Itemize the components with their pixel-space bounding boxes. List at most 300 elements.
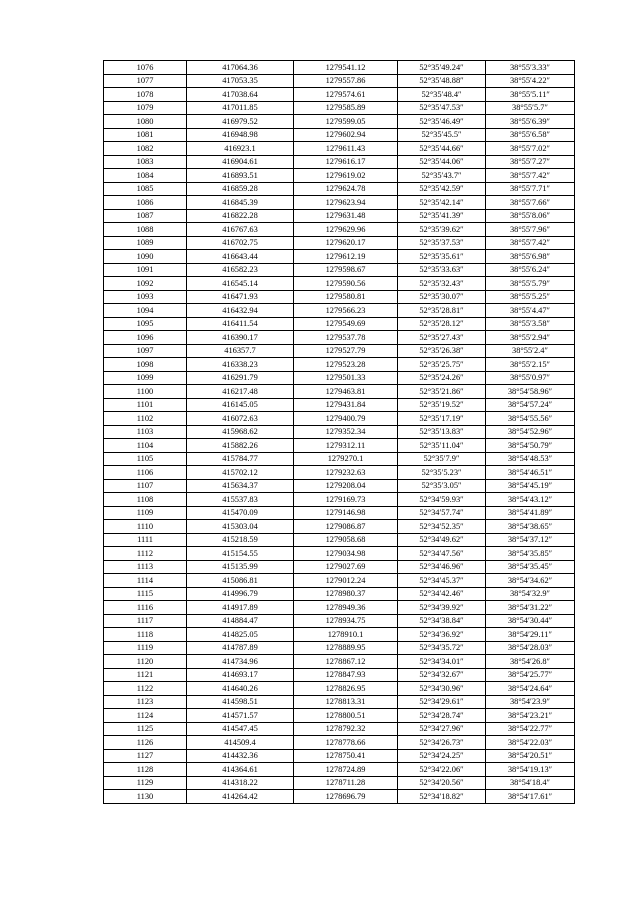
x-coordinate-cell: 417064.36 xyxy=(187,61,294,75)
y-coordinate-cell: 1279616.17 xyxy=(294,155,398,169)
longitude-cell: 38°54′57.24″ xyxy=(486,398,575,412)
y-coordinate-cell: 1279598.67 xyxy=(294,263,398,277)
x-coordinate-cell: 416923.1 xyxy=(187,142,294,156)
longitude-cell: 38°54′48.53″ xyxy=(486,452,575,466)
y-coordinate-cell: 1278847.93 xyxy=(294,668,398,682)
table-row xyxy=(104,722,575,736)
longitude-cell: 38°54′58.96″ xyxy=(486,385,575,399)
latitude-cell: 52°35′33.63″ xyxy=(398,263,486,277)
latitude-cell: 52°34′22.06″ xyxy=(398,763,486,777)
longitude-cell: 38°55′3.58″ xyxy=(486,317,575,331)
longitude-cell: 38°54′20.51″ xyxy=(486,749,575,763)
longitude-cell: 38°54′28.03″ xyxy=(486,641,575,655)
longitude-cell: 38°54′31.22″ xyxy=(486,601,575,615)
x-coordinate-cell: 414364.61 xyxy=(187,763,294,777)
y-coordinate-cell: 1278778.66 xyxy=(294,736,398,750)
longitude-cell: 38°55′7.27″ xyxy=(486,155,575,169)
latitude-cell: 52°35′35.61″ xyxy=(398,250,486,264)
y-coordinate-cell: 1278750.41 xyxy=(294,749,398,763)
y-coordinate-cell: 1279537.78 xyxy=(294,331,398,345)
y-coordinate-cell: 1279034.98 xyxy=(294,547,398,561)
point-number-cell: 1113 xyxy=(104,560,187,574)
point-number-cell: 1086 xyxy=(104,196,187,210)
x-coordinate-cell: 416217.48 xyxy=(187,385,294,399)
point-number-cell: 1079 xyxy=(104,101,187,115)
longitude-cell: 38°54′24.64″ xyxy=(486,682,575,696)
point-number-cell: 1102 xyxy=(104,412,187,426)
y-coordinate-cell: 1279058.68 xyxy=(294,533,398,547)
y-coordinate-cell: 1279232.63 xyxy=(294,466,398,480)
y-coordinate-cell: 1279431.84 xyxy=(294,398,398,412)
x-coordinate-cell: 416767.63 xyxy=(187,223,294,237)
longitude-cell: 38°54′43.12″ xyxy=(486,493,575,507)
latitude-cell: 52°35′39.62″ xyxy=(398,223,486,237)
point-number-cell: 1104 xyxy=(104,439,187,453)
table-row xyxy=(104,155,575,169)
point-number-cell: 1089 xyxy=(104,236,187,250)
point-number-cell: 1120 xyxy=(104,655,187,669)
x-coordinate-cell: 416948.98 xyxy=(187,128,294,142)
y-coordinate-cell: 1278889.95 xyxy=(294,641,398,655)
longitude-cell: 38°54′30.44″ xyxy=(486,614,575,628)
latitude-cell: 52°35′24.26″ xyxy=(398,371,486,385)
point-number-cell: 1110 xyxy=(104,520,187,534)
point-number-cell: 1105 xyxy=(104,452,187,466)
table-row xyxy=(104,452,575,466)
table-row xyxy=(104,61,575,75)
table-row xyxy=(104,236,575,250)
table-row xyxy=(104,574,575,588)
longitude-cell: 38°55′7.96″ xyxy=(486,223,575,237)
point-number-cell: 1091 xyxy=(104,263,187,277)
latitude-cell: 52°34′32.67″ xyxy=(398,668,486,682)
y-coordinate-cell: 1279611.43 xyxy=(294,142,398,156)
x-coordinate-cell: 415303.04 xyxy=(187,520,294,534)
latitude-cell: 52°34′52.35″ xyxy=(398,520,486,534)
y-coordinate-cell: 1278934.75 xyxy=(294,614,398,628)
table-row xyxy=(104,250,575,264)
table-row xyxy=(104,142,575,156)
x-coordinate-cell: 415154.55 xyxy=(187,547,294,561)
point-number-cell: 1103 xyxy=(104,425,187,439)
latitude-cell: 52°34′28.74″ xyxy=(398,709,486,723)
y-coordinate-cell: 1279631.48 xyxy=(294,209,398,223)
longitude-cell: 38°55′2.4″ xyxy=(486,344,575,358)
x-coordinate-cell: 416145.05 xyxy=(187,398,294,412)
table-row xyxy=(104,763,575,777)
table-row xyxy=(104,412,575,426)
x-coordinate-cell: 416643.44 xyxy=(187,250,294,264)
table-row xyxy=(104,560,575,574)
longitude-cell: 38°54′29.11″ xyxy=(486,628,575,642)
point-number-cell: 1096 xyxy=(104,331,187,345)
longitude-cell: 38°55′6.98″ xyxy=(486,250,575,264)
x-coordinate-cell: 414787.89 xyxy=(187,641,294,655)
x-coordinate-cell: 417053.35 xyxy=(187,74,294,88)
point-number-cell: 1116 xyxy=(104,601,187,615)
x-coordinate-cell: 414884.47 xyxy=(187,614,294,628)
latitude-cell: 52°34′34.01″ xyxy=(398,655,486,669)
table-row xyxy=(104,115,575,129)
latitude-cell: 52°35′42.59″ xyxy=(398,182,486,196)
longitude-cell: 38°55′4.22″ xyxy=(486,74,575,88)
longitude-cell: 38°54′22.03″ xyxy=(486,736,575,750)
y-coordinate-cell: 1279549.69 xyxy=(294,317,398,331)
x-coordinate-cell: 414996.79 xyxy=(187,587,294,601)
table-row xyxy=(104,398,575,412)
latitude-cell: 52°35′28.81″ xyxy=(398,304,486,318)
point-number-cell: 1129 xyxy=(104,776,187,790)
table-row xyxy=(104,533,575,547)
x-coordinate-cell: 414318.22 xyxy=(187,776,294,790)
point-number-cell: 1114 xyxy=(104,574,187,588)
table-row xyxy=(104,466,575,480)
point-number-cell: 1100 xyxy=(104,385,187,399)
x-coordinate-cell: 415135.99 xyxy=(187,560,294,574)
latitude-cell: 52°35′3.05″ xyxy=(398,479,486,493)
longitude-cell: 38°54′22.77″ xyxy=(486,722,575,736)
longitude-cell: 38°54′18.4″ xyxy=(486,776,575,790)
table-row xyxy=(104,439,575,453)
table-row xyxy=(104,358,575,372)
y-coordinate-cell: 1279629.96 xyxy=(294,223,398,237)
point-number-cell: 1118 xyxy=(104,628,187,642)
point-number-cell: 1107 xyxy=(104,479,187,493)
y-coordinate-cell: 1279086.87 xyxy=(294,520,398,534)
y-coordinate-cell: 1279400.79 xyxy=(294,412,398,426)
x-coordinate-cell: 414432.36 xyxy=(187,749,294,763)
longitude-cell: 38°54′23.21″ xyxy=(486,709,575,723)
y-coordinate-cell: 1279602.94 xyxy=(294,128,398,142)
latitude-cell: 52°34′39.92″ xyxy=(398,601,486,615)
x-coordinate-cell: 414693.17 xyxy=(187,668,294,682)
y-coordinate-cell: 1278724.89 xyxy=(294,763,398,777)
table-row xyxy=(104,196,575,210)
latitude-cell: 52°34′30.96″ xyxy=(398,682,486,696)
point-number-cell: 1088 xyxy=(104,223,187,237)
latitude-cell: 52°35′30.07″ xyxy=(398,290,486,304)
point-number-cell: 1130 xyxy=(104,790,187,804)
x-coordinate-cell: 414640.26 xyxy=(187,682,294,696)
x-coordinate-cell: 416432.94 xyxy=(187,304,294,318)
x-coordinate-cell: 416291.79 xyxy=(187,371,294,385)
point-number-cell: 1117 xyxy=(104,614,187,628)
y-coordinate-cell: 1279619.02 xyxy=(294,169,398,183)
longitude-cell: 38°55′4.47″ xyxy=(486,304,575,318)
coordinate-table xyxy=(103,60,575,804)
x-coordinate-cell: 416979.52 xyxy=(187,115,294,129)
longitude-cell: 38°55′5.25″ xyxy=(486,290,575,304)
x-coordinate-cell: 416471.93 xyxy=(187,290,294,304)
y-coordinate-cell: 1279585.89 xyxy=(294,101,398,115)
y-coordinate-cell: 1279599.05 xyxy=(294,115,398,129)
latitude-cell: 52°34′57.74″ xyxy=(398,506,486,520)
latitude-cell: 52°34′38.84″ xyxy=(398,614,486,628)
longitude-cell: 38°55′0.97″ xyxy=(486,371,575,385)
longitude-cell: 38°55′5.7″ xyxy=(486,101,575,115)
point-number-cell: 1080 xyxy=(104,115,187,129)
point-number-cell: 1084 xyxy=(104,169,187,183)
longitude-cell: 38°55′8.06″ xyxy=(486,209,575,223)
x-coordinate-cell: 415784.77 xyxy=(187,452,294,466)
latitude-cell: 52°34′47.56″ xyxy=(398,547,486,561)
point-number-cell: 1098 xyxy=(104,358,187,372)
table-row xyxy=(104,385,575,399)
y-coordinate-cell: 1278867.12 xyxy=(294,655,398,669)
longitude-cell: 38°54′35.85″ xyxy=(486,547,575,561)
x-coordinate-cell: 415537.83 xyxy=(187,493,294,507)
x-coordinate-cell: 414571.57 xyxy=(187,709,294,723)
y-coordinate-cell: 1279312.11 xyxy=(294,439,398,453)
point-number-cell: 1094 xyxy=(104,304,187,318)
point-number-cell: 1112 xyxy=(104,547,187,561)
y-coordinate-cell: 1279146.98 xyxy=(294,506,398,520)
y-coordinate-cell: 1278949.36 xyxy=(294,601,398,615)
y-coordinate-cell: 1278792.32 xyxy=(294,722,398,736)
x-coordinate-cell: 416893.51 xyxy=(187,169,294,183)
x-coordinate-cell: 416072.63 xyxy=(187,412,294,426)
table-row xyxy=(104,182,575,196)
y-coordinate-cell: 1279270.1 xyxy=(294,452,398,466)
table-row xyxy=(104,223,575,237)
latitude-cell: 52°34′35.72″ xyxy=(398,641,486,655)
longitude-cell: 38°54′34.62″ xyxy=(486,574,575,588)
table-row xyxy=(104,749,575,763)
y-coordinate-cell: 1279352.34 xyxy=(294,425,398,439)
point-number-cell: 1095 xyxy=(104,317,187,331)
x-coordinate-cell: 416545.14 xyxy=(187,277,294,291)
table-row xyxy=(104,344,575,358)
longitude-cell: 38°55′7.42″ xyxy=(486,236,575,250)
point-number-cell: 1121 xyxy=(104,668,187,682)
table-row xyxy=(104,547,575,561)
x-coordinate-cell: 414547.45 xyxy=(187,722,294,736)
y-coordinate-cell: 1279208.04 xyxy=(294,479,398,493)
point-number-cell: 1127 xyxy=(104,749,187,763)
x-coordinate-cell: 416822.28 xyxy=(187,209,294,223)
point-number-cell: 1099 xyxy=(104,371,187,385)
table-row xyxy=(104,74,575,88)
point-number-cell: 1106 xyxy=(104,466,187,480)
table-row xyxy=(104,209,575,223)
latitude-cell: 52°35′26.38″ xyxy=(398,344,486,358)
point-number-cell: 1124 xyxy=(104,709,187,723)
x-coordinate-cell: 416582.23 xyxy=(187,263,294,277)
x-coordinate-cell: 415218.59 xyxy=(187,533,294,547)
latitude-cell: 52°34′42.46″ xyxy=(398,587,486,601)
table-row xyxy=(104,263,575,277)
x-coordinate-cell: 414509.4 xyxy=(187,736,294,750)
y-coordinate-cell: 1279623.94 xyxy=(294,196,398,210)
table-row xyxy=(104,668,575,682)
point-number-cell: 1101 xyxy=(104,398,187,412)
table-row xyxy=(104,506,575,520)
table-row xyxy=(104,169,575,183)
latitude-cell: 52°35′17.19″ xyxy=(398,412,486,426)
x-coordinate-cell: 415470.09 xyxy=(187,506,294,520)
y-coordinate-cell: 1278910.1 xyxy=(294,628,398,642)
table-row xyxy=(104,641,575,655)
x-coordinate-cell: 414598.51 xyxy=(187,695,294,709)
x-coordinate-cell: 415968.62 xyxy=(187,425,294,439)
point-number-cell: 1083 xyxy=(104,155,187,169)
latitude-cell: 52°35′45.5″ xyxy=(398,128,486,142)
point-number-cell: 1090 xyxy=(104,250,187,264)
longitude-cell: 38°55′5.79″ xyxy=(486,277,575,291)
point-number-cell: 1092 xyxy=(104,277,187,291)
point-number-cell: 1122 xyxy=(104,682,187,696)
latitude-cell: 52°34′24.25″ xyxy=(398,749,486,763)
latitude-cell: 52°35′48.88″ xyxy=(398,74,486,88)
longitude-cell: 38°55′7.71″ xyxy=(486,182,575,196)
x-coordinate-cell: 416390.17 xyxy=(187,331,294,345)
point-number-cell: 1097 xyxy=(104,344,187,358)
x-coordinate-cell: 416338.23 xyxy=(187,358,294,372)
table-row xyxy=(104,371,575,385)
x-coordinate-cell: 416859.28 xyxy=(187,182,294,196)
y-coordinate-cell: 1279541.12 xyxy=(294,61,398,75)
longitude-cell: 38°55′5.11″ xyxy=(486,88,575,102)
y-coordinate-cell: 1278826.95 xyxy=(294,682,398,696)
point-number-cell: 1108 xyxy=(104,493,187,507)
x-coordinate-cell: 414264.42 xyxy=(187,790,294,804)
latitude-cell: 52°35′32.43″ xyxy=(398,277,486,291)
latitude-cell: 52°34′20.56″ xyxy=(398,776,486,790)
latitude-cell: 52°35′49.24″ xyxy=(398,61,486,75)
y-coordinate-cell: 1278980.37 xyxy=(294,587,398,601)
x-coordinate-cell: 414734.96 xyxy=(187,655,294,669)
table-row xyxy=(104,709,575,723)
longitude-cell: 38°55′3.33″ xyxy=(486,61,575,75)
point-number-cell: 1125 xyxy=(104,722,187,736)
latitude-cell: 52°35′19.52″ xyxy=(398,398,486,412)
latitude-cell: 52°35′44.06″ xyxy=(398,155,486,169)
latitude-cell: 52°35′43.7″ xyxy=(398,169,486,183)
x-coordinate-cell: 417011.85 xyxy=(187,101,294,115)
y-coordinate-cell: 1279612.19 xyxy=(294,250,398,264)
x-coordinate-cell: 415882.26 xyxy=(187,439,294,453)
x-coordinate-cell: 414917.89 xyxy=(187,601,294,615)
y-coordinate-cell: 1278800.51 xyxy=(294,709,398,723)
longitude-cell: 38°54′55.56″ xyxy=(486,412,575,426)
table-row xyxy=(104,493,575,507)
table-row xyxy=(104,425,575,439)
x-coordinate-cell: 415702.12 xyxy=(187,466,294,480)
table-row xyxy=(104,88,575,102)
x-coordinate-cell: 417038.64 xyxy=(187,88,294,102)
point-number-cell: 1081 xyxy=(104,128,187,142)
point-number-cell: 1126 xyxy=(104,736,187,750)
table-row xyxy=(104,331,575,345)
table-row xyxy=(104,304,575,318)
longitude-cell: 38°54′38.65″ xyxy=(486,520,575,534)
y-coordinate-cell: 1279620.17 xyxy=(294,236,398,250)
latitude-cell: 52°35′46.49″ xyxy=(398,115,486,129)
x-coordinate-cell: 414825.05 xyxy=(187,628,294,642)
y-coordinate-cell: 1278813.31 xyxy=(294,695,398,709)
y-coordinate-cell: 1278711.28 xyxy=(294,776,398,790)
point-number-cell: 1093 xyxy=(104,290,187,304)
x-coordinate-cell: 416411.54 xyxy=(187,317,294,331)
y-coordinate-cell: 1279574.61 xyxy=(294,88,398,102)
longitude-cell: 38°54′23.9″ xyxy=(486,695,575,709)
y-coordinate-cell: 1279527.79 xyxy=(294,344,398,358)
longitude-cell: 38°54′52.96″ xyxy=(486,425,575,439)
x-coordinate-cell: 415086.81 xyxy=(187,574,294,588)
y-coordinate-cell: 1278696.79 xyxy=(294,790,398,804)
table-row xyxy=(104,290,575,304)
latitude-cell: 52°35′41.39″ xyxy=(398,209,486,223)
longitude-cell: 38°54′45.19″ xyxy=(486,479,575,493)
latitude-cell: 52°35′7.9″ xyxy=(398,452,486,466)
longitude-cell: 38°55′2.15″ xyxy=(486,358,575,372)
table-row xyxy=(104,614,575,628)
longitude-cell: 38°54′37.12″ xyxy=(486,533,575,547)
table-row xyxy=(104,101,575,115)
longitude-cell: 38°54′19.13″ xyxy=(486,763,575,777)
point-number-cell: 1119 xyxy=(104,641,187,655)
table-row xyxy=(104,655,575,669)
point-number-cell: 1087 xyxy=(104,209,187,223)
longitude-cell: 38°54′26.8″ xyxy=(486,655,575,669)
table-row xyxy=(104,628,575,642)
table-row xyxy=(104,736,575,750)
latitude-cell: 52°35′21.86″ xyxy=(398,385,486,399)
longitude-cell: 38°54′25.77″ xyxy=(486,668,575,682)
point-number-cell: 1085 xyxy=(104,182,187,196)
latitude-cell: 52°35′5.23″ xyxy=(398,466,486,480)
table-row xyxy=(104,790,575,804)
longitude-cell: 38°55′2.94″ xyxy=(486,331,575,345)
y-coordinate-cell: 1279557.86 xyxy=(294,74,398,88)
longitude-cell: 38°55′6.24″ xyxy=(486,263,575,277)
point-number-cell: 1077 xyxy=(104,74,187,88)
longitude-cell: 38°54′46.51″ xyxy=(486,466,575,480)
y-coordinate-cell: 1279169.73 xyxy=(294,493,398,507)
table-row xyxy=(104,277,575,291)
latitude-cell: 52°35′44.66″ xyxy=(398,142,486,156)
y-coordinate-cell: 1279580.81 xyxy=(294,290,398,304)
latitude-cell: 52°35′25.75″ xyxy=(398,358,486,372)
longitude-cell: 38°55′7.42″ xyxy=(486,169,575,183)
longitude-cell: 38°54′17.61″ xyxy=(486,790,575,804)
point-number-cell: 1078 xyxy=(104,88,187,102)
table-row xyxy=(104,695,575,709)
point-number-cell: 1082 xyxy=(104,142,187,156)
table-row xyxy=(104,128,575,142)
point-number-cell: 1123 xyxy=(104,695,187,709)
latitude-cell: 52°34′18.82″ xyxy=(398,790,486,804)
longitude-cell: 38°55′6.58″ xyxy=(486,128,575,142)
table-row xyxy=(104,479,575,493)
x-coordinate-cell: 415634.37 xyxy=(187,479,294,493)
x-coordinate-cell: 416702.75 xyxy=(187,236,294,250)
latitude-cell: 52°34′26.73″ xyxy=(398,736,486,750)
table-row xyxy=(104,601,575,615)
x-coordinate-cell: 416845.39 xyxy=(187,196,294,210)
latitude-cell: 52°35′27.43″ xyxy=(398,331,486,345)
longitude-cell: 38°55′7.66″ xyxy=(486,196,575,210)
y-coordinate-cell: 1279566.23 xyxy=(294,304,398,318)
longitude-cell: 38°54′32.9″ xyxy=(486,587,575,601)
y-coordinate-cell: 1279624.78 xyxy=(294,182,398,196)
latitude-cell: 52°34′59.93″ xyxy=(398,493,486,507)
x-coordinate-cell: 416357.7 xyxy=(187,344,294,358)
x-coordinate-cell: 416904.61 xyxy=(187,155,294,169)
latitude-cell: 52°35′47.53″ xyxy=(398,101,486,115)
longitude-cell: 38°54′41.89″ xyxy=(486,506,575,520)
y-coordinate-cell: 1279523.28 xyxy=(294,358,398,372)
